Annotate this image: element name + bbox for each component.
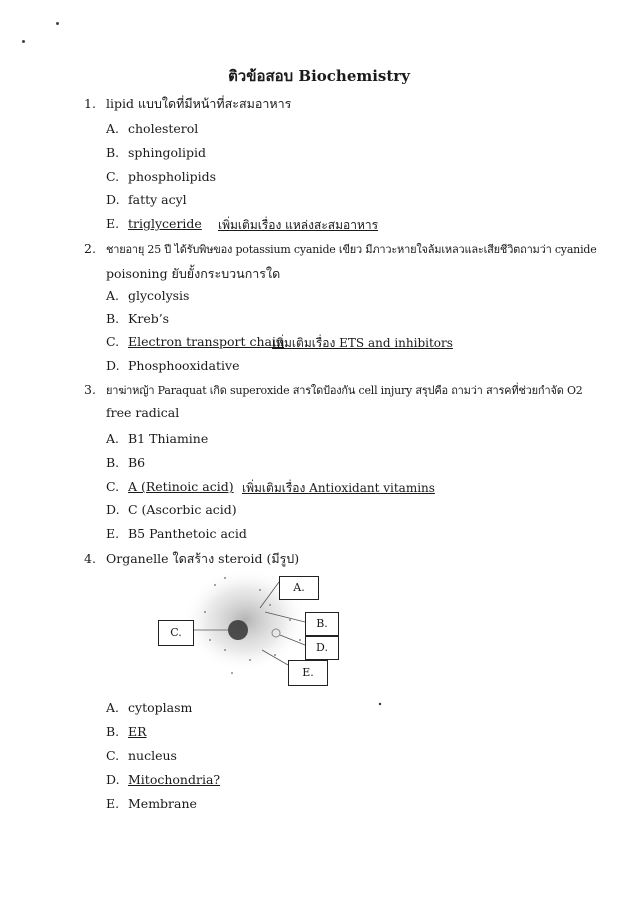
question-3-continued: free radical xyxy=(106,405,180,420)
option-letter: C. xyxy=(106,334,120,349)
q4-option-a xyxy=(106,700,192,715)
option-letter: D. xyxy=(106,358,120,373)
option-letter: B. xyxy=(106,311,120,326)
option-text: glycolysis xyxy=(128,288,190,303)
diagram-label-e: E. xyxy=(288,660,328,686)
option-text: Membrane xyxy=(128,796,197,811)
option-letter: E. xyxy=(106,216,120,231)
option-text: nucleus xyxy=(128,748,177,763)
option-letter: E. xyxy=(106,796,120,811)
option-text: A (Retinoic acid) xyxy=(128,479,234,494)
option-text: Kreb’s xyxy=(128,311,170,326)
option-letter: C. xyxy=(106,169,120,184)
question-text: ชายอายุ 25 ปี ได้รับพิษของ potassium cyanide เขียว มีภาวะหายใจล้มเหลวและเสียชีวิตถามว่า cyanide xyxy=(106,243,597,256)
question-text: lipid แบบใดที่มีหน้าที่สะสมอาหาร xyxy=(106,96,292,111)
option-text: Electron transport chain xyxy=(128,334,285,349)
q2-note: เพิ่มเติมเรื่อง ETS and inhibitors xyxy=(272,336,453,350)
option-text: B1 Thiamine xyxy=(128,431,209,446)
cell-nucleus xyxy=(228,620,248,640)
question-text: Organelle ใดสร้าง steroid (มีรูป) xyxy=(106,551,300,566)
option-letter: C. xyxy=(106,748,120,763)
option-letter: A. xyxy=(106,700,120,715)
option-letter: D. xyxy=(106,192,120,207)
diagram-label-a: A. xyxy=(279,576,319,600)
option-text: phospholipids xyxy=(128,169,216,184)
option-text: C (Ascorbic acid) xyxy=(128,502,237,517)
option-letter: A. xyxy=(106,431,120,446)
q3-note: เพิ่มเติมเรื่อง Antioxidant vitamins xyxy=(242,481,435,495)
question-number: 2. xyxy=(84,241,96,256)
option-text: cholesterol xyxy=(128,121,199,136)
q4-option-b xyxy=(106,724,147,739)
diagram-label-c: C. xyxy=(158,620,194,646)
option-text: B6 xyxy=(128,455,146,470)
diagram-label-d: D. xyxy=(305,636,339,660)
option-text: Mitochondria? xyxy=(128,772,221,787)
option-letter: B. xyxy=(106,145,120,160)
option-text: ER xyxy=(128,724,147,739)
diagram-label-b: B. xyxy=(305,612,339,636)
option-letter: D. xyxy=(106,502,120,517)
option-letter: B. xyxy=(106,455,120,470)
option-letter: D. xyxy=(106,772,120,787)
q1-note: เพิ่มเติมเรื่อง แหล่งสะสมอาหาร xyxy=(218,218,379,232)
option-text: B5 Panthetoic acid xyxy=(128,526,247,541)
option-text: fatty acyl xyxy=(128,192,187,207)
option-text: sphingolipid xyxy=(128,145,207,160)
question-number: 4. xyxy=(84,551,96,566)
option-letter: C. xyxy=(106,479,120,494)
page-title: ติวข้อสอบ Biochemistry xyxy=(228,67,410,85)
option-letter: A. xyxy=(106,288,120,303)
question-number: 3. xyxy=(84,382,96,397)
option-text: cytoplasm xyxy=(128,700,193,715)
question-number: 1. xyxy=(84,96,96,111)
q4-option-e xyxy=(106,796,197,811)
option-letter: E. xyxy=(106,526,120,541)
scan-speck xyxy=(379,703,381,705)
option-text: triglyceride xyxy=(128,216,202,231)
q4-option-c xyxy=(106,748,177,763)
option-text: Phosphooxidative xyxy=(128,358,240,373)
question-text: ยาฆ่าหญ้า Paraquat เกิด superoxide สารใดป้องกัน cell injury สรุปคือ ถามว่า สารคที่ช่วยกำจัด O2 xyxy=(106,384,583,397)
option-letter: A. xyxy=(106,121,120,136)
question-2-continued: poisoning ยับยั้งกระบวนการใด xyxy=(106,266,281,281)
q4-option-d xyxy=(106,772,220,787)
option-letter: B. xyxy=(106,724,120,739)
